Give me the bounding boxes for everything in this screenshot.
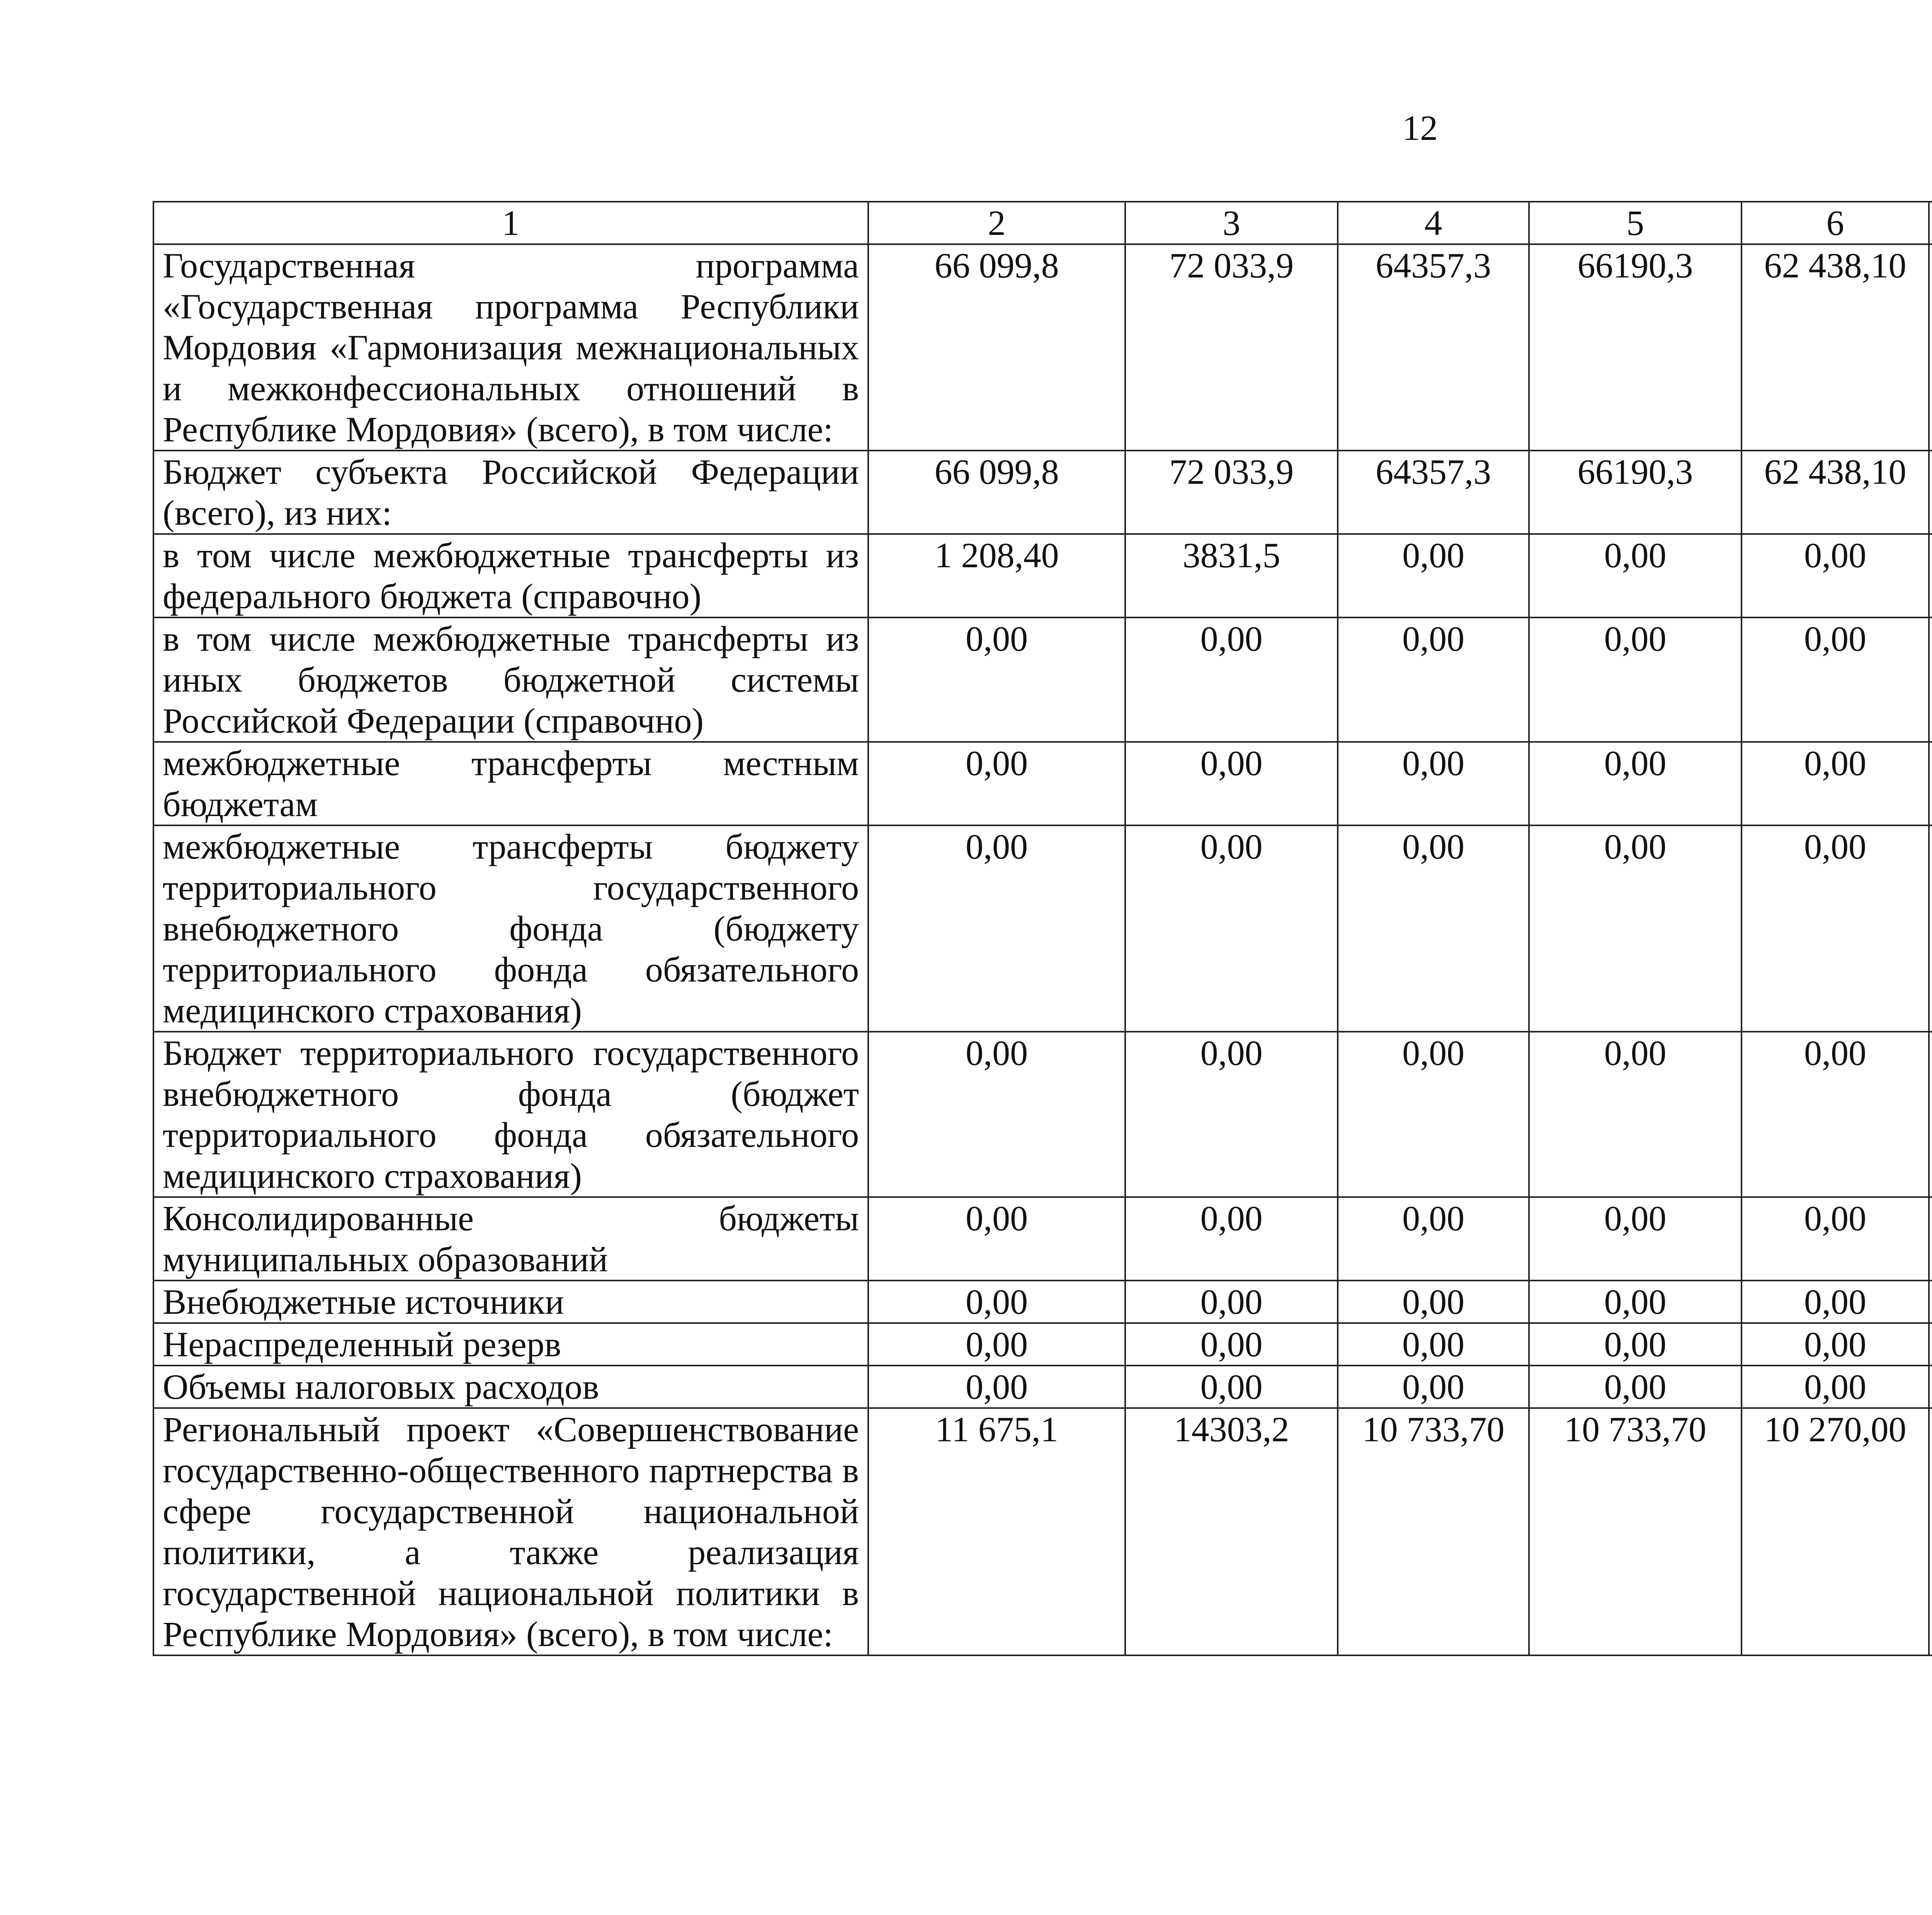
table-row: [153, 1408, 1932, 1655]
table-row: [153, 1032, 1932, 1197]
row-label: Бюджет территориального государственного внебюджетного фонда (бюджет территориального фонда обязательного медицинского страхования): [153, 1032, 868, 1197]
table-row: [153, 617, 1932, 742]
table-header: [153, 202, 1932, 244]
header-col-4: 4: [1338, 202, 1529, 244]
row-label: в том числе межбюджетные трансферты из иных бюджетов бюджетной системы Российской Федерации (справочно): [153, 617, 868, 742]
cell-value: [1929, 534, 1932, 617]
cell-value: [1929, 244, 1932, 451]
cell-value: 0,00: [1338, 1197, 1529, 1281]
cell-value: 0,00: [1529, 1281, 1742, 1323]
cell-value: 64357,3: [1338, 451, 1529, 534]
cell-value: [1929, 742, 1932, 825]
cell-value: 0,00: [1529, 825, 1742, 1032]
cell-value: 0,00: [868, 617, 1125, 742]
cell-value: 0,00: [1742, 1323, 1929, 1366]
cell-value: 0,00: [1529, 1197, 1742, 1281]
cell-value: [1929, 1408, 1932, 1655]
cell-value: 0,00: [868, 1197, 1125, 1281]
cell-value: 62 438,10: [1742, 244, 1929, 451]
cell-value: [1929, 825, 1932, 1032]
cell-value: 0,00: [868, 1281, 1125, 1323]
cell-value: [1929, 1323, 1932, 1366]
cell-value: 0,00: [1338, 1281, 1529, 1323]
table-row: [153, 451, 1932, 534]
header-col-6: 6: [1742, 202, 1929, 244]
cell-value: 0,00: [1125, 1366, 1338, 1408]
cell-value: 0,00: [1125, 1323, 1338, 1366]
cell-value: 0,00: [868, 825, 1125, 1032]
cell-value: [1929, 1366, 1932, 1408]
cell-value: 0,00: [868, 1323, 1125, 1366]
cell-value: [1929, 617, 1932, 742]
cell-value: 0,00: [1338, 1366, 1529, 1408]
cell-value: 1 208,40: [868, 534, 1125, 617]
cell-value: 0,00: [1338, 534, 1529, 617]
table-header-row: [153, 202, 1932, 244]
cell-value: 0,00: [1742, 1197, 1929, 1281]
header-col-1: 1: [153, 202, 868, 244]
cell-value: 66190,3: [1529, 244, 1742, 451]
cell-value: 0,00: [1742, 1366, 1929, 1408]
table-row: [153, 534, 1932, 617]
cell-value: 0,00: [1125, 742, 1338, 825]
cell-value: 3831,5: [1125, 534, 1338, 617]
cell-value: 0,00: [1338, 617, 1529, 742]
cell-value: 10 733,70: [1529, 1408, 1742, 1655]
cell-value: 0,00: [1338, 742, 1529, 825]
cell-value: 0,00: [1338, 1032, 1529, 1197]
cell-value: 0,00: [1529, 1366, 1742, 1408]
row-label: Нераспределенный резерв: [153, 1323, 868, 1366]
cell-value: 0,00: [868, 1032, 1125, 1197]
row-label: в том числе межбюджетные трансферты из федерального бюджета (справочно): [153, 534, 868, 617]
cell-value: 66 099,8: [868, 451, 1125, 534]
cell-value: 0,00: [1742, 1032, 1929, 1197]
cell-value: 10 733,70: [1338, 1408, 1529, 1655]
cell-value: 72 033,9: [1125, 244, 1338, 451]
row-label: межбюджетные трансферты бюджету территориального государственного внебюджетного фонда (бюджету территориального фонда обязательного медицинского страхования): [153, 825, 868, 1032]
table-row: [153, 742, 1932, 825]
cell-value: 0,00: [1338, 825, 1529, 1032]
cell-value: 0,00: [1529, 617, 1742, 742]
cell-value: 0,00: [1125, 1281, 1338, 1323]
cell-value: 0,00: [1125, 1197, 1338, 1281]
cell-value: 0,00: [1742, 742, 1929, 825]
row-label: Государственная программа «Государственная программа Республики Мордовия «Гармонизация межнациональных и межконфессиональных отношений в Республике Мордовия» (всего), в том числе:: [153, 244, 868, 451]
header-col-2: 2: [868, 202, 1125, 244]
cell-value: 0,00: [1529, 1323, 1742, 1366]
table-row: [153, 1197, 1932, 1281]
cell-value: 0,00: [1338, 1323, 1529, 1366]
row-label: Бюджет субъекта Российской Федерации (всего), из них:: [153, 451, 868, 534]
cell-value: 0,00: [1529, 1032, 1742, 1197]
cell-value: 62 438,10: [1742, 451, 1929, 534]
cell-value: 64357,3: [1338, 244, 1529, 451]
cell-value: 72 033,9: [1125, 451, 1338, 534]
header-col-7: [1929, 202, 1932, 244]
cell-value: 0,00: [1742, 1281, 1929, 1323]
cell-value: 0,00: [868, 1366, 1125, 1408]
table-row: [153, 244, 1932, 451]
cell-value: 0,00: [868, 742, 1125, 825]
table-row: [153, 1366, 1932, 1408]
table-row: [153, 825, 1932, 1032]
table-row: [153, 1281, 1932, 1323]
row-label: Объемы налоговых расходов: [153, 1366, 868, 1408]
cell-value: [1929, 1032, 1932, 1197]
cell-value: 14303,2: [1125, 1408, 1338, 1655]
cell-value: 66 099,8: [868, 244, 1125, 451]
budget-table: [153, 201, 1932, 1656]
cell-value: [1929, 1281, 1932, 1323]
cell-value: 0,00: [1125, 825, 1338, 1032]
header-col-5: 5: [1529, 202, 1742, 244]
cell-value: 0,00: [1125, 1032, 1338, 1197]
cell-value: 0,00: [1529, 742, 1742, 825]
header-col-3: 3: [1125, 202, 1338, 244]
table-body: [153, 244, 1932, 1655]
row-label: Региональный проект «Совершенствование государственно-общественного партнерства в сфере государственной национальной политики, а также реализация государственной национальной политики в Республике Мордовия» (всего), в том числе:: [153, 1408, 868, 1655]
cell-value: [1929, 451, 1932, 534]
row-label: Внебюджетные источники: [153, 1281, 868, 1323]
cell-value: 0,00: [1529, 534, 1742, 617]
table-row: [153, 1323, 1932, 1366]
row-label: Консолидированные бюджеты муниципальных образований: [153, 1197, 868, 1281]
cell-value: 0,00: [1742, 534, 1929, 617]
row-label: межбюджетные трансферты местным бюджетам: [153, 742, 868, 825]
cell-value: 10 270,00: [1742, 1408, 1929, 1655]
cell-value: 0,00: [1742, 617, 1929, 742]
cell-value: 11 675,1: [868, 1408, 1125, 1655]
cell-value: [1929, 1197, 1932, 1281]
page-number: 12: [1402, 108, 1438, 148]
cell-value: 0,00: [1742, 825, 1929, 1032]
cell-value: 0,00: [1125, 617, 1338, 742]
cell-value: 66190,3: [1529, 451, 1742, 534]
